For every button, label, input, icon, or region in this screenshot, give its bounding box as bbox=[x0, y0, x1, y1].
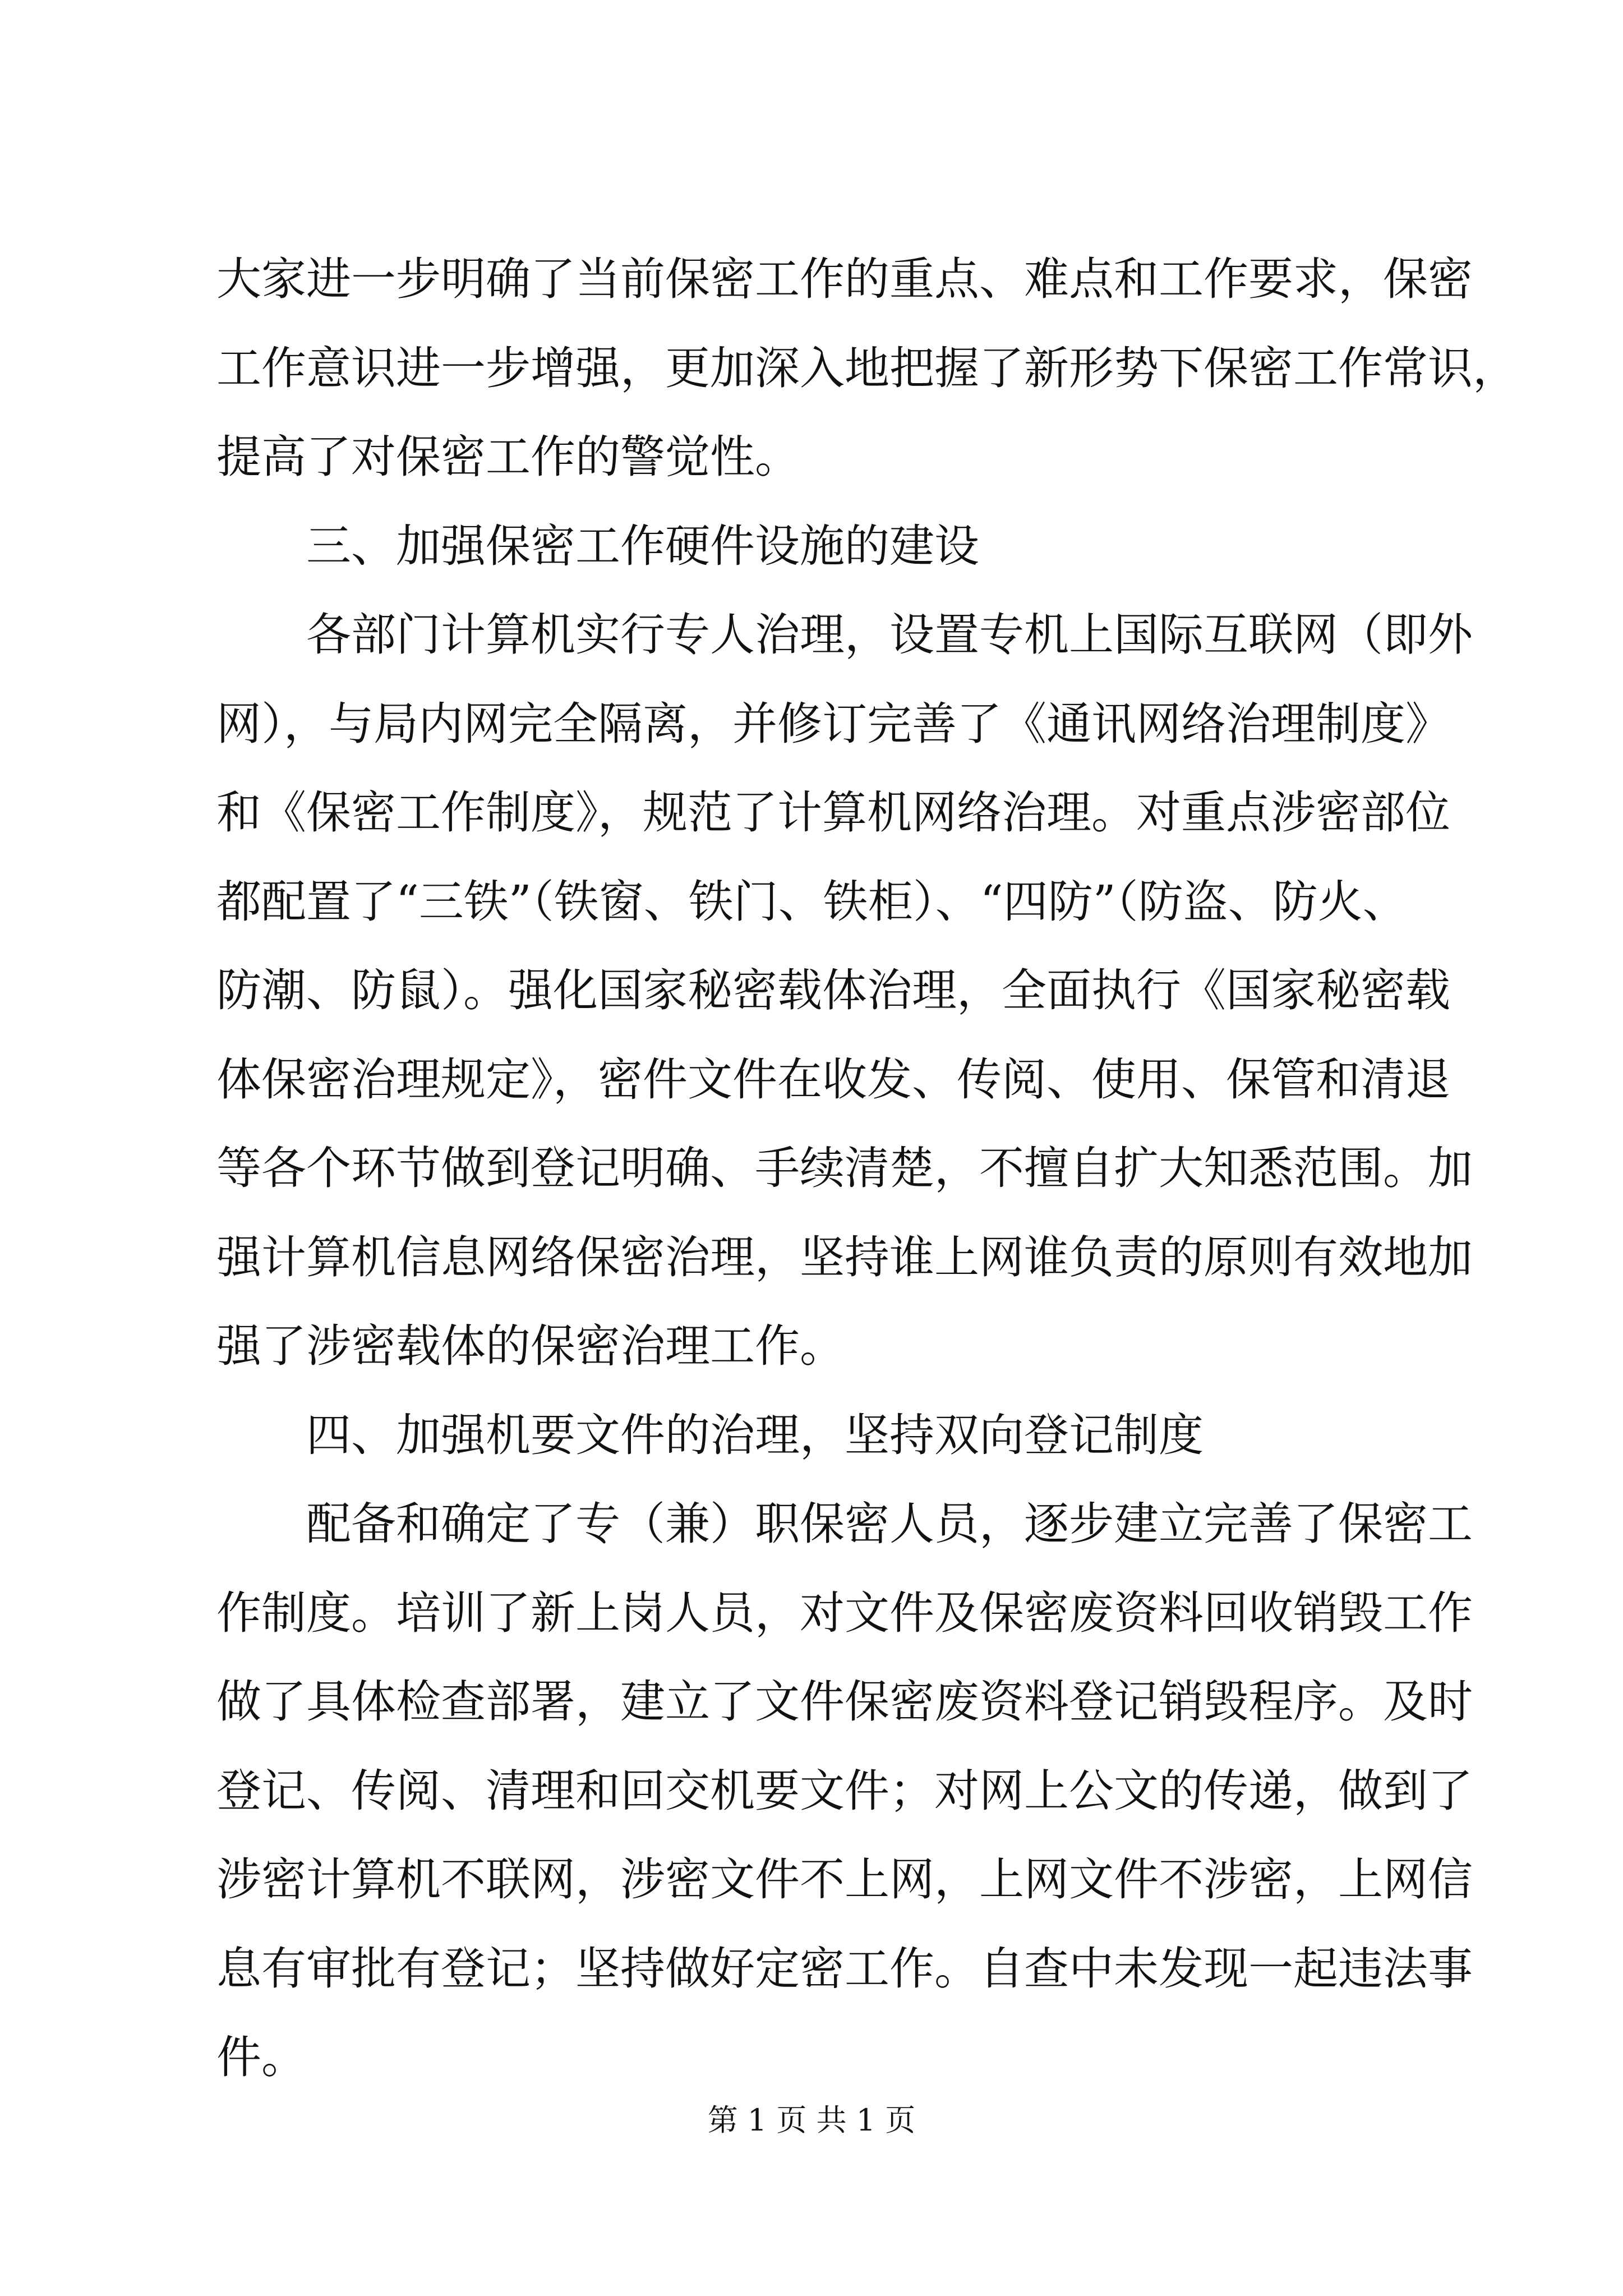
body-line: 提高了对保密工作的警觉性。 bbox=[216, 431, 800, 483]
body-line: 大家进一步明确了当前保密工作的重点、难点和工作要求，保密 bbox=[216, 253, 1473, 305]
body-line: 强了涉密载体的保密治理工作。 bbox=[216, 1320, 845, 1372]
body-line: 等各个环节做到登记明确、手续清楚，不擅自扩大知悉范围。加 bbox=[216, 1142, 1473, 1194]
body-line: 强计算机信息网络保密治理，坚持谁上网谁负责的原则有效地加 bbox=[216, 1231, 1473, 1283]
body-line: 件。 bbox=[216, 2031, 306, 2083]
body-line: 登记、传阅、清理和回交机要文件；对网上公文的传递，做到了 bbox=[216, 1764, 1473, 1817]
section-heading-4: 四、加强机要文件的治理，坚持双向登记制度 bbox=[306, 1409, 1204, 1461]
body-line: 和《保密工作制度》，规范了计算机网络治理。对重点涉密部位 bbox=[216, 786, 1450, 839]
body-line: 体保密治理规定》，密件文件在收发、传阅、使用、保管和清退 bbox=[216, 1053, 1450, 1106]
document-body bbox=[216, 251, 1518, 2119]
section-heading-3: 三、加强保密工作硬件设施的建设 bbox=[306, 519, 979, 572]
body-line: 做了具体检查部署，建立了文件保密废资料登记销毁程序。及时 bbox=[216, 1676, 1473, 1728]
page-number-footer: 第 1 页 共 1 页 bbox=[707, 2102, 916, 2138]
body-line: 作制度。培训了新上岗人员，对文件及保密废资料回收销毁工作 bbox=[216, 1586, 1473, 1639]
body-line: 各部门计算机实行专人治理，设置专机上国际互联网（即外 bbox=[306, 609, 1473, 661]
body-line: 工作意识进一步增强，更加深入地把握了新形势下保密工作常识， bbox=[216, 342, 1518, 394]
body-line: 配备和确定了专（兼）职保密人员，逐步建立完善了保密工 bbox=[306, 1498, 1473, 1550]
body-line: 防潮、防鼠）。强化国家秘密载体治理，全面执行《国家秘密载 bbox=[216, 964, 1450, 1016]
body-line: 涉密计算机不联网，涉密文件不上网，上网文件不涉密，上网信 bbox=[216, 1853, 1473, 1906]
body-line: 息有审批有登记；坚持做好定密工作。自查中未发现一起违法事 bbox=[216, 1942, 1473, 1995]
body-line: 都配置了“三铁”（铁窗、铁门、铁柜）、“四防”（防盗、防火、 bbox=[216, 875, 1408, 928]
body-line: 网），与局内网完全隔离，并修订完善了《通讯网络治理制度》 bbox=[216, 697, 1450, 750]
